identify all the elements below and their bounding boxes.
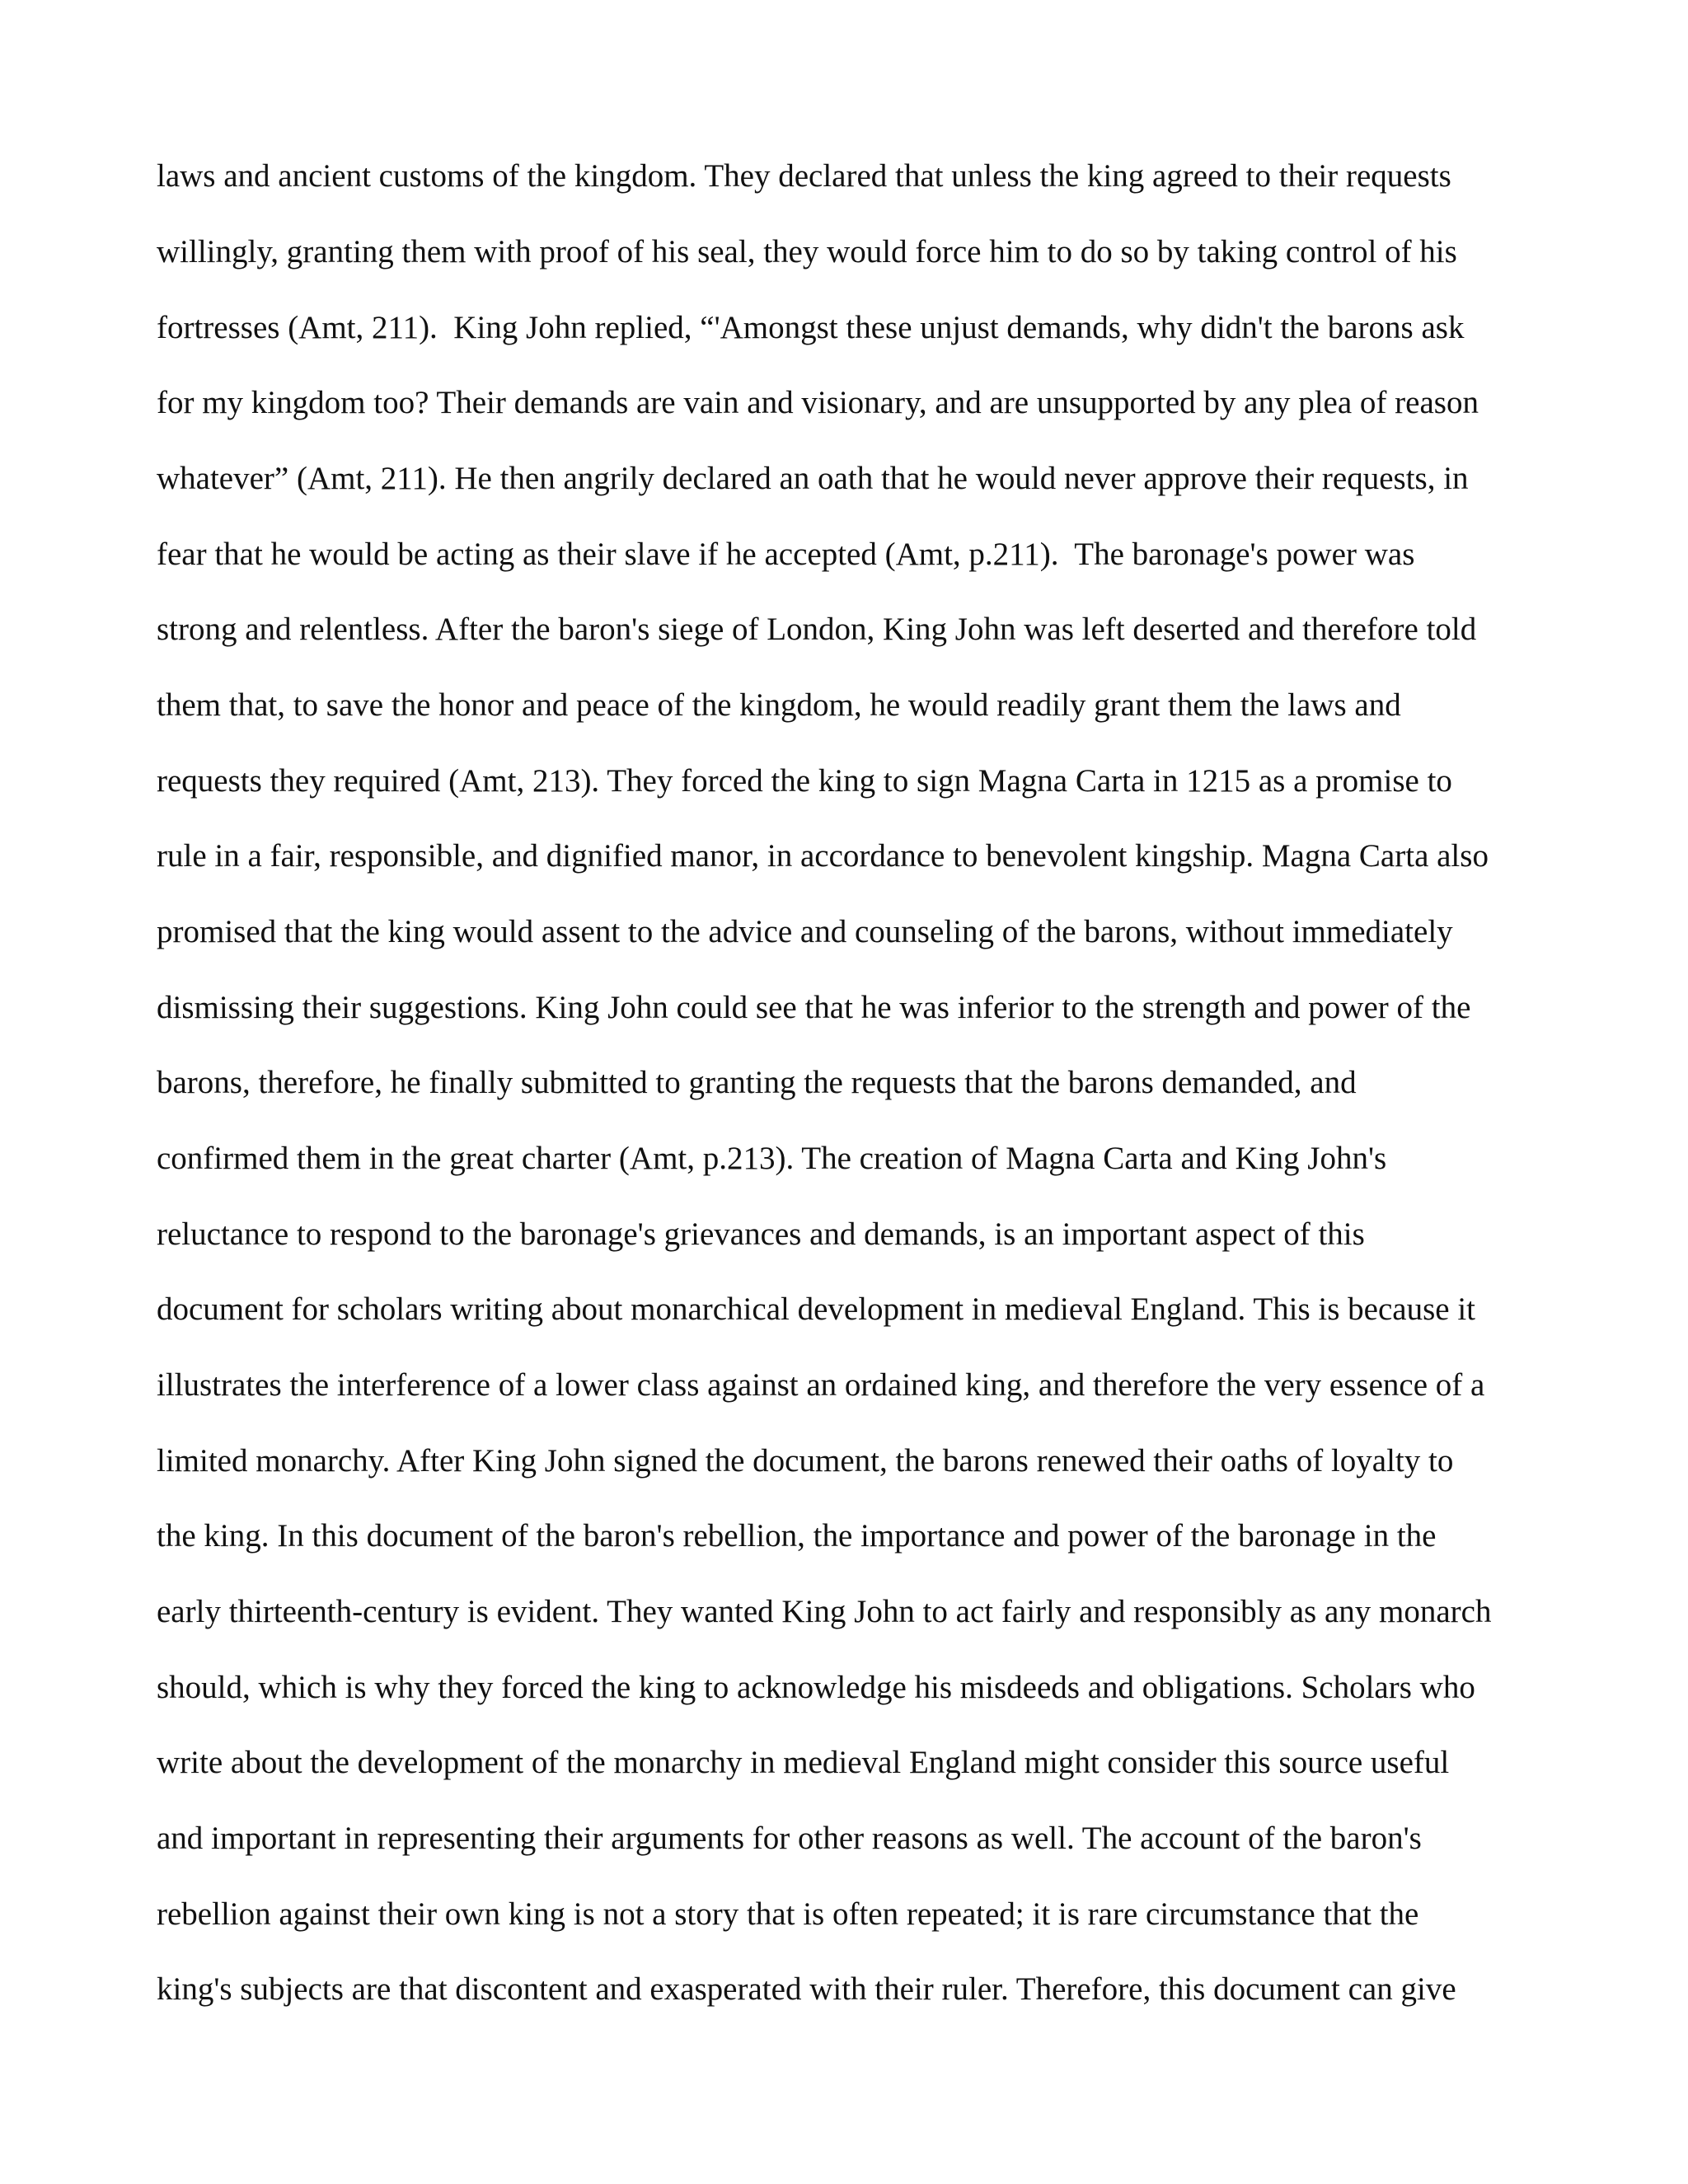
text-line: king's subjects are that discontent and exasperated with their ruler. Therefore, this document can give xyxy=(157,1971,1456,2007)
text-line: the king. In this document of the baron's rebellion, the importance and power of the baronage in the xyxy=(157,1518,1437,1554)
text-line: willingly, granting them with proof of his seal, they would force him to do so by taking control of his xyxy=(157,234,1457,269)
text-line: fortresses (Amt, 211). King John replied, “'Amongst these unjust demands, why didn't the barons ask xyxy=(157,310,1465,345)
text-line: rule in a fair, responsible, and dignified manor, in accordance to benevolent kingship. Magna Carta also xyxy=(157,838,1489,874)
text-line: confirmed them in the great charter (Amt, p.213). The creation of Magna Carta and King John's xyxy=(157,1141,1387,1176)
text-line: barons, therefore, he finally submitted to granting the requests that the barons demanded, and xyxy=(157,1065,1357,1100)
text-line: fear that he would be acting as their slave if he accepted (Amt, p.211). The baronage's power was xyxy=(157,537,1415,572)
text-line: rebellion against their own king is not a story that is often repeated; it is rare circumstance that the xyxy=(157,1896,1419,1932)
text-line: whatever” (Amt, 211). He then angrily declared an oath that he would never approve their requests, in xyxy=(157,461,1469,496)
text-line: illustrates the interference of a lower class against an ordained king, and therefore the very essence of a xyxy=(157,1367,1485,1403)
text-line: promised that the king would assent to the advice and counseling of the barons, without immediately xyxy=(157,914,1453,949)
text-line: early thirteenth-century is evident. They wanted King John to act fairly and responsibly as any monarch xyxy=(157,1594,1492,1629)
text-line: limited monarchy. After King John signed the document, the barons renewed their oaths of loyalty to xyxy=(157,1443,1454,1479)
text-line: write about the development of the monarchy in medieval England might consider this source useful xyxy=(157,1745,1450,1780)
text-line: strong and relentless. After the baron's siege of London, King John was left deserted and therefore told xyxy=(157,612,1477,647)
text-line: for my kingdom too? Their demands are vain and visionary, and are unsupported by any plea of reason xyxy=(157,385,1479,420)
text-line: requests they required (Amt, 213). They forced the king to sign Magna Carta in 1215 as a promise to xyxy=(157,763,1452,799)
text-line: and important in representing their arguments for other reasons as well. The account of the baron's xyxy=(157,1821,1422,1856)
text-line: laws and ancient customs of the kingdom. They declared that unless the king agreed to their requests xyxy=(157,158,1451,194)
text-line: them that, to save the honor and peace of the kingdom, he would readily grant them the laws and xyxy=(157,687,1401,723)
text-line: document for scholars writing about monarchical development in medieval England. This is because it xyxy=(157,1291,1476,1327)
text-line: reluctance to respond to the baronage's grievances and demands, is an important aspect of this xyxy=(157,1216,1365,1252)
text-line: dismissing their suggestions. King John could see that he was inferior to the strength and power of the xyxy=(157,990,1471,1025)
text-line: should, which is why they forced the king to acknowledge his misdeeds and obligations. Scholars who xyxy=(157,1670,1475,1705)
